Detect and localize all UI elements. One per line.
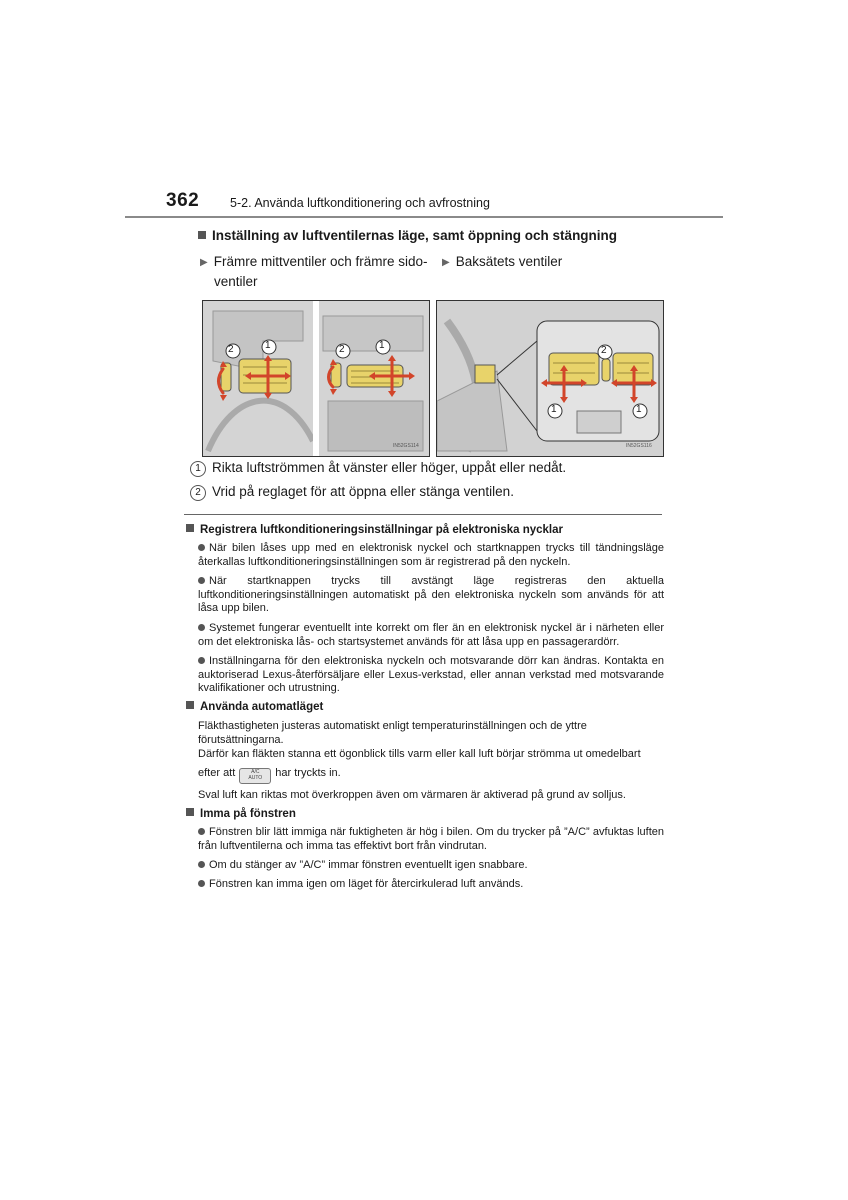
marker-2-label: 2 (601, 345, 607, 356)
number-2-icon: 2 (190, 485, 206, 501)
marker-1-label: 1 (265, 340, 271, 351)
triangle-bullet-icon: ▶ (200, 257, 208, 268)
auto-paragraph-2: Därför kan fläkten stanna ett ögonblick tills varm eller kall luft börjar strömma ut omedelbart (198, 748, 641, 760)
keys-bullet: Systemet fungerar eventuellt inte korrekt om fler än en elektronisk nyckel är i närheten eller om det elektroniska lås- och startsystemet används för att låsa upp en passagerardörr. (198, 622, 664, 648)
auto-heading: Använda automatläget (186, 701, 323, 713)
header-divider (125, 216, 723, 218)
sub-item-rear: ▶ Baksätets ventiler (442, 254, 563, 269)
round-bullet-icon (198, 861, 205, 868)
fog-bullet: Fönstren kan imma igen om läget för återcirkulerad luft används. (198, 878, 664, 892)
section-divider (184, 514, 662, 515)
round-bullet-icon (198, 880, 205, 887)
triangle-bullet-icon: ▶ (442, 257, 450, 268)
round-bullet-icon (198, 828, 205, 835)
square-bullet-icon (186, 808, 194, 816)
section-title: Inställning av luftventilernas läge, samt öppning och stängning (198, 228, 617, 243)
square-bullet-icon (198, 231, 206, 239)
marker-1-label: 1 (636, 404, 642, 415)
figure-code: IN52GS114 (393, 443, 419, 449)
marker-2-label: 2 (228, 344, 234, 355)
page-number: 362 (166, 190, 200, 211)
auto-paragraph-1: Fläkthastigheten justeras automatiskt enligt temperaturinställningen och de yttre förutsättningarna. (198, 720, 587, 746)
auto-paragraph-3: efter att A/C AUTO har tryckts in. (198, 767, 664, 784)
marker-2-label: 2 (339, 344, 345, 355)
keys-bullet: Inställningarna för den elektroniska nyckeln och motsvarande dörr kan ändras. Kontakta en auktoriserad Lexus-återförsäljare eller Lexus-verkstad, eller annan verkstad med motsvarande kvalifikationer och utrustning. (198, 655, 664, 695)
round-bullet-icon (198, 657, 205, 664)
caption-2: 2 Vrid på reglaget för att öppna eller stänga ventilen. (190, 484, 514, 501)
marker-1-label: 1 (379, 340, 385, 351)
sub-item-front: ▶ Främre mittventiler och främre sido- ventiler (200, 254, 428, 289)
keys-heading: Registrera luftkonditioneringsinställningar på elektroniska nycklar (186, 524, 563, 536)
auto-paragraph-4: Sval luft kan riktas mot överkroppen även om värmaren är aktiverad på grund av solljus. (198, 789, 626, 801)
caption-1: 1 Rikta luftströmmen åt vänster eller höger, uppåt eller nedåt. (190, 460, 566, 477)
marker-1-label: 1 (551, 404, 557, 415)
round-bullet-icon (198, 544, 205, 551)
keys-bullet: När bilen låses upp med en elektronisk nyckel och startknappen trycks till tändningsläge återkallas luftkonditioneringsinställningen som är registrerad på den nyckeln. (198, 542, 664, 568)
fog-heading: Imma på fönstren (186, 808, 296, 820)
figure-rear-vents (436, 300, 664, 457)
keys-bullet: När startknappen trycks till avstängt läge registreras den aktuella luftkonditioneringsinställningen automatiskt på den elektroniska nyckeln som används för att låsa upp bilen. (198, 575, 664, 615)
auto-button-icon: A/C AUTO (239, 768, 271, 784)
round-bullet-icon (198, 577, 205, 584)
square-bullet-icon (186, 701, 194, 709)
fog-bullet: Fönstren blir lätt immiga när fuktigheten är hög i bilen. Om du trycker på ”A/C” avfuktas luften från luftventilerna och imma tas effektivt bort från vindrutan. (198, 826, 664, 852)
square-bullet-icon (186, 524, 194, 532)
fog-bullet: Om du stänger av ”A/C” immar fönstren eventuellt igen snabbare. (198, 859, 664, 873)
number-1-icon: 1 (190, 461, 206, 477)
round-bullet-icon (198, 624, 205, 631)
running-header: 5-2. Använda luftkonditionering och avfrostning (230, 196, 490, 210)
figure-code: IN52GS116 (626, 443, 652, 449)
figure-front-vents (202, 300, 430, 457)
